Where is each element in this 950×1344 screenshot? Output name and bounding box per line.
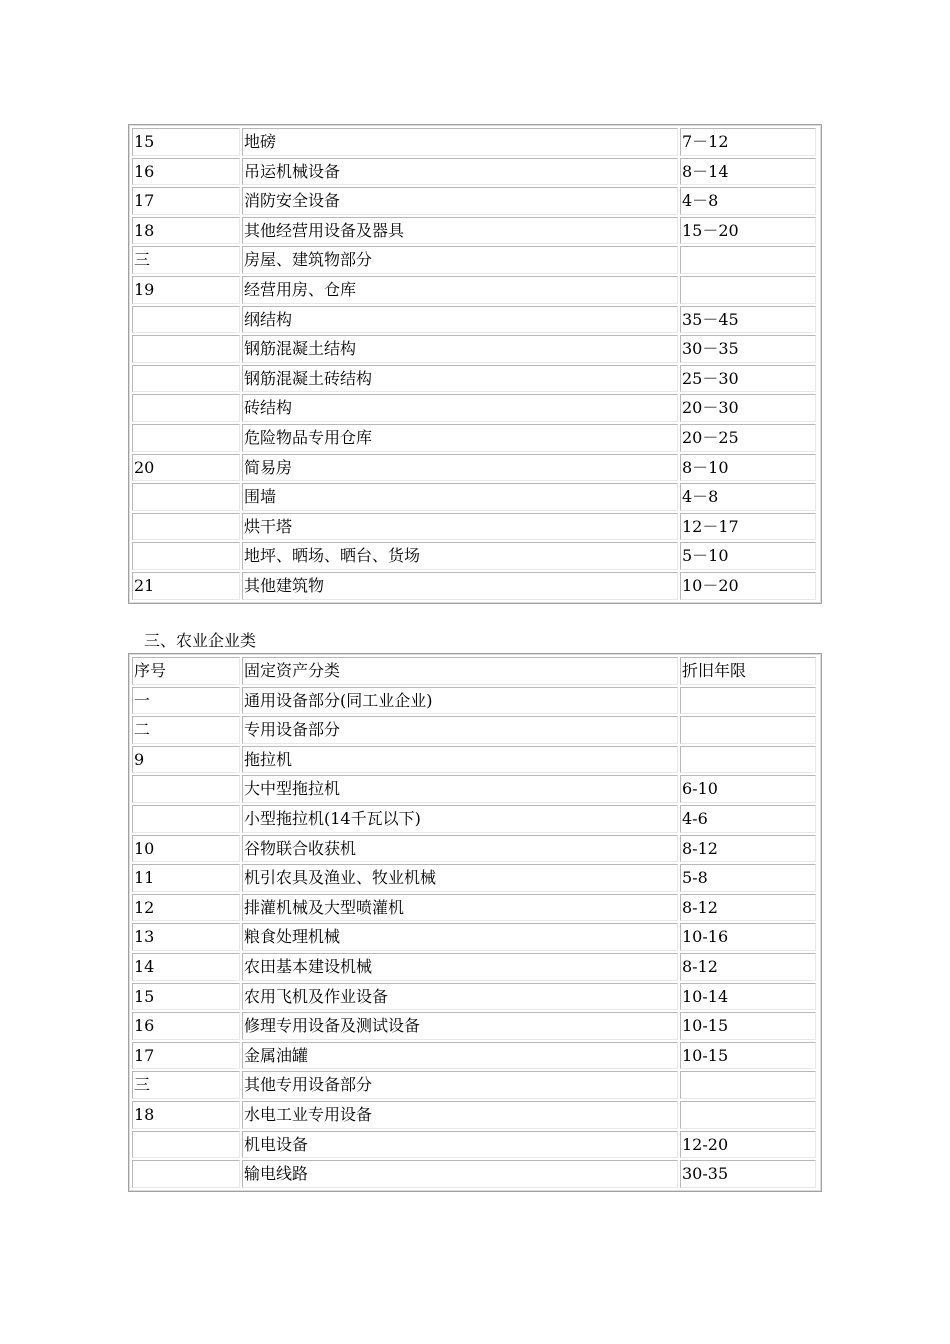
table-row [131,715,819,745]
cell-number [132,1160,240,1188]
cell-category: 专用设备部分 [242,716,678,744]
table-row [131,834,819,864]
cell-years: 8-12 [680,894,816,922]
cell-years: 15－20 [680,217,816,245]
cell-category: 固定资产分类 [242,657,678,685]
cell-category: 机引农具及渔业、牧业机械 [242,864,678,892]
table-row [131,127,819,157]
table-row [131,305,819,335]
table-row [131,863,819,893]
table-row [131,1070,819,1100]
cell-category: 排灌机械及大型喷灌机 [242,894,678,922]
cell-category: 围墙 [242,483,678,511]
cell-number: 序号 [132,657,240,685]
cell-category: 危险物品专用仓库 [242,424,678,452]
cell-years [680,276,816,304]
cell-years: 20－25 [680,424,816,452]
cell-years [680,1101,816,1129]
table-row [131,393,819,423]
cell-number: 13 [132,923,240,951]
table-row [131,364,819,394]
depreciation-table-commercial [128,124,822,604]
cell-years: 10-15 [680,1042,816,1070]
cell-years: 5－10 [680,542,816,570]
table-row [131,982,819,1012]
cell-category: 输电线路 [242,1160,678,1188]
cell-number: 9 [132,746,240,774]
cell-category: 地坪、晒场、晒台、货场 [242,542,678,570]
cell-number [132,1131,240,1159]
cell-category: 吊运机械设备 [242,158,678,186]
cell-number: 15 [132,983,240,1011]
table-row [131,1159,819,1189]
cell-years: 12-20 [680,1131,816,1159]
table-row [131,1100,819,1130]
cell-category: 经营用房、仓库 [242,276,678,304]
cell-years: 8－14 [680,158,816,186]
cell-years: 35－45 [680,306,816,334]
cell-years: 7－12 [680,128,816,156]
cell-years: 8-12 [680,953,816,981]
table-row [131,1011,819,1041]
cell-category: 通用设备部分(同工业企业) [242,687,678,715]
cell-number [132,775,240,803]
cell-category: 大中型拖拉机 [242,775,678,803]
cell-years: 10-15 [680,1012,816,1040]
cell-years: 30-35 [680,1160,816,1188]
cell-number: 17 [132,1042,240,1070]
cell-number: 18 [132,1101,240,1129]
cell-number: 二 [132,716,240,744]
cell-number [132,306,240,334]
cell-years: 10-14 [680,983,816,1011]
depreciation-table-agriculture [128,653,822,1192]
cell-years: 25－30 [680,365,816,393]
table-row [131,453,819,483]
cell-years: 4－8 [680,187,816,215]
cell-number [132,394,240,422]
cell-category: 房屋、建筑物部分 [242,246,678,274]
cell-category: 谷物联合收获机 [242,835,678,863]
cell-number: 17 [132,187,240,215]
table-row [131,922,819,952]
cell-years: 8－10 [680,454,816,482]
table-row [131,541,819,571]
table-row [131,423,819,453]
table-row [131,686,819,716]
cell-number: 11 [132,864,240,892]
cell-number: 18 [132,217,240,245]
cell-years: 10-16 [680,923,816,951]
table-row [131,952,819,982]
table-row [131,656,819,686]
cell-years: 10－20 [680,572,816,600]
cell-number: 16 [132,1012,240,1040]
cell-years: 8-12 [680,835,816,863]
cell-category: 粮食处理机械 [242,923,678,951]
cell-years: 6-10 [680,775,816,803]
cell-category: 其他经营用设备及器具 [242,217,678,245]
table-row [131,804,819,834]
table-row [131,512,819,542]
cell-number [132,335,240,363]
cell-years: 折旧年限 [680,657,816,685]
table-row [131,774,819,804]
cell-number [132,424,240,452]
cell-number: 15 [132,128,240,156]
cell-category: 纲结构 [242,306,678,334]
cell-years [680,716,816,744]
section-title-agriculture: 三、农业企业类 [144,631,257,650]
table-row [131,571,819,601]
cell-number [132,365,240,393]
cell-number: 三 [132,246,240,274]
cell-number [132,483,240,511]
cell-number: 10 [132,835,240,863]
table-row [131,275,819,305]
cell-category: 小型拖拉机(14千瓦以下) [242,805,678,833]
table-row [131,245,819,275]
cell-category: 水电工业专用设备 [242,1101,678,1129]
cell-category: 钢筋混凝土砖结构 [242,365,678,393]
cell-category: 砖结构 [242,394,678,422]
cell-category: 拖拉机 [242,746,678,774]
cell-category: 其他专用设备部分 [242,1071,678,1099]
cell-number: 20 [132,454,240,482]
cell-number [132,805,240,833]
cell-number [132,542,240,570]
table-row [131,1041,819,1071]
table-row [131,157,819,187]
cell-years [680,746,816,774]
cell-number: 三 [132,1071,240,1099]
cell-years: 30－35 [680,335,816,363]
cell-category: 修理专用设备及测试设备 [242,1012,678,1040]
cell-category: 简易房 [242,454,678,482]
table-row [131,482,819,512]
table-row [131,334,819,364]
cell-number [132,513,240,541]
cell-category: 钢筋混凝土结构 [242,335,678,363]
cell-number: 14 [132,953,240,981]
cell-category: 其他建筑物 [242,572,678,600]
cell-category: 机电设备 [242,1131,678,1159]
table-row [131,893,819,923]
cell-years: 20－30 [680,394,816,422]
table-row [131,745,819,775]
cell-category: 烘干塔 [242,513,678,541]
cell-number: 19 [132,276,240,304]
cell-category: 消防安全设备 [242,187,678,215]
cell-number: 一 [132,687,240,715]
cell-years: 12－17 [680,513,816,541]
cell-years [680,687,816,715]
cell-number: 21 [132,572,240,600]
table-row [131,1130,819,1160]
cell-years: 4－8 [680,483,816,511]
cell-years [680,246,816,274]
cell-category: 地磅 [242,128,678,156]
cell-category: 金属油罐 [242,1042,678,1070]
table-row [131,216,819,246]
cell-category: 农用飞机及作业设备 [242,983,678,1011]
cell-number: 12 [132,894,240,922]
cell-years [680,1071,816,1099]
cell-years: 5-8 [680,864,816,892]
cell-years: 4-6 [680,805,816,833]
table-row [131,186,819,216]
cell-category: 农田基本建设机械 [242,953,678,981]
cell-number: 16 [132,158,240,186]
